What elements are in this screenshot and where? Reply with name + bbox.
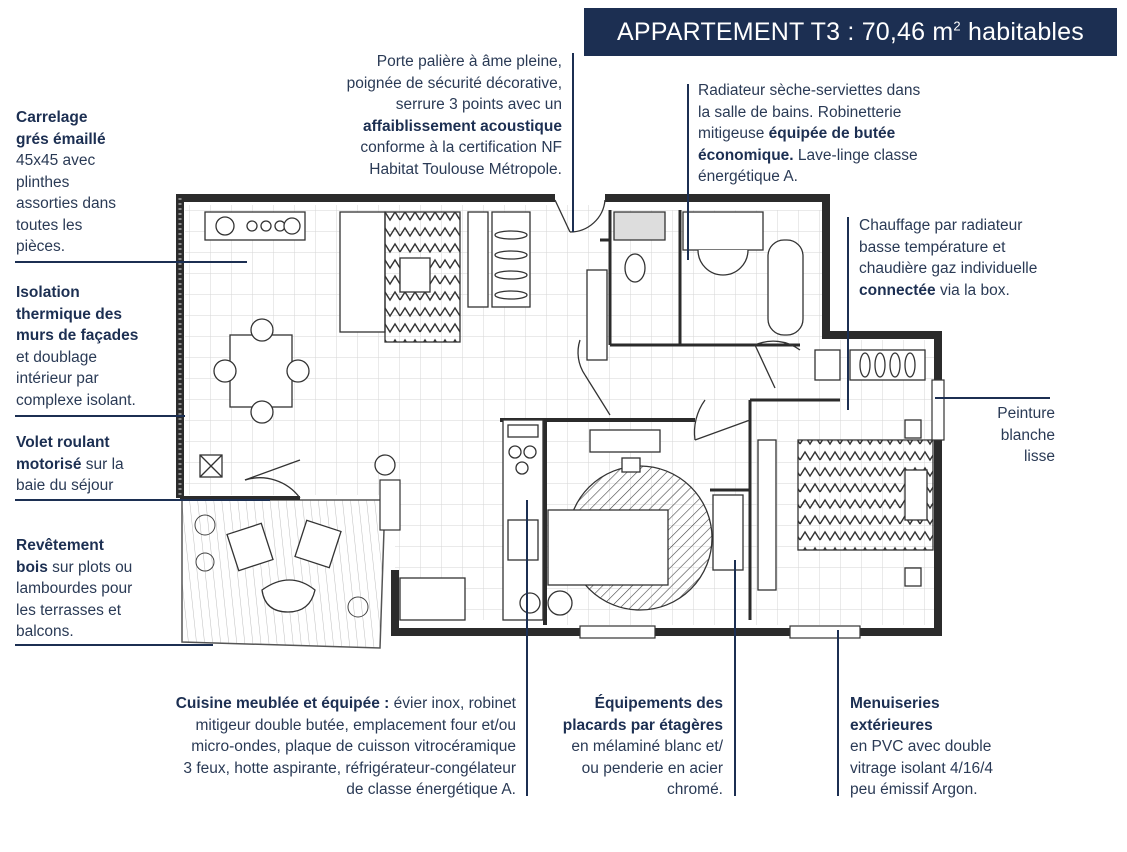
- annotation-peinture: Peinture blanche lisse: [997, 405, 1055, 465]
- annotation-radiateur: Radiateur sèche-serviettes dans la salle de bains. Robinetterie mitigeuse équipée de butée économique. Lave-linge classe énergétique A.: [698, 82, 921, 185]
- annotation-cuisine: Cuisine meublée et équipée : évier inox, robinet mitigeur double butée, emplacement four et/ou micro-ondes, plaque de cuisson vitrocéramique 3 feux, hotte aspirante, réfrigérateur-congélateur de classe énergétique A.: [175, 695, 516, 798]
- annotation-menuiseries: Menuiseries extérieures en PVC avec double vitrage isolant 4/16/4 peu émissif Argon.: [850, 695, 994, 798]
- annotation-chauffage: Chauffage par radiateur basse température et chaudière gaz individuelle connectée via la box.: [859, 217, 1038, 299]
- terrace: [182, 500, 385, 648]
- annotation-isolation: Isolation thermique des murs de façades et doublage intérieur par complexe isolant.: [16, 284, 139, 409]
- page-title: APPARTEMENT T3 : 70,46 $m^2$ habitables: [584, 8, 1117, 56]
- annotation-volet: Volet roulant motorisé sur la baie du séjour: [16, 434, 124, 494]
- annotation-porte: Porte palière à âme pleine, poignée de sécurité décorative, serrure 3 points avec un affaiblissement acoustique conforme à la certification NF Habitat Toulouse Métropole.: [346, 53, 562, 178]
- annotation-carrelage: Carrelage grés émaillé 45x45 avec plinthes assorties dans toutes les pièces.: [16, 109, 116, 255]
- annotation-placards: Équipements des placards par étagères en mélaminé blanc et/ ou penderie en acier chromé.: [562, 695, 723, 798]
- annotation-revetement: Revêtement bois sur plots ou lambourdes pour les terrasses et balcons.: [16, 537, 133, 640]
